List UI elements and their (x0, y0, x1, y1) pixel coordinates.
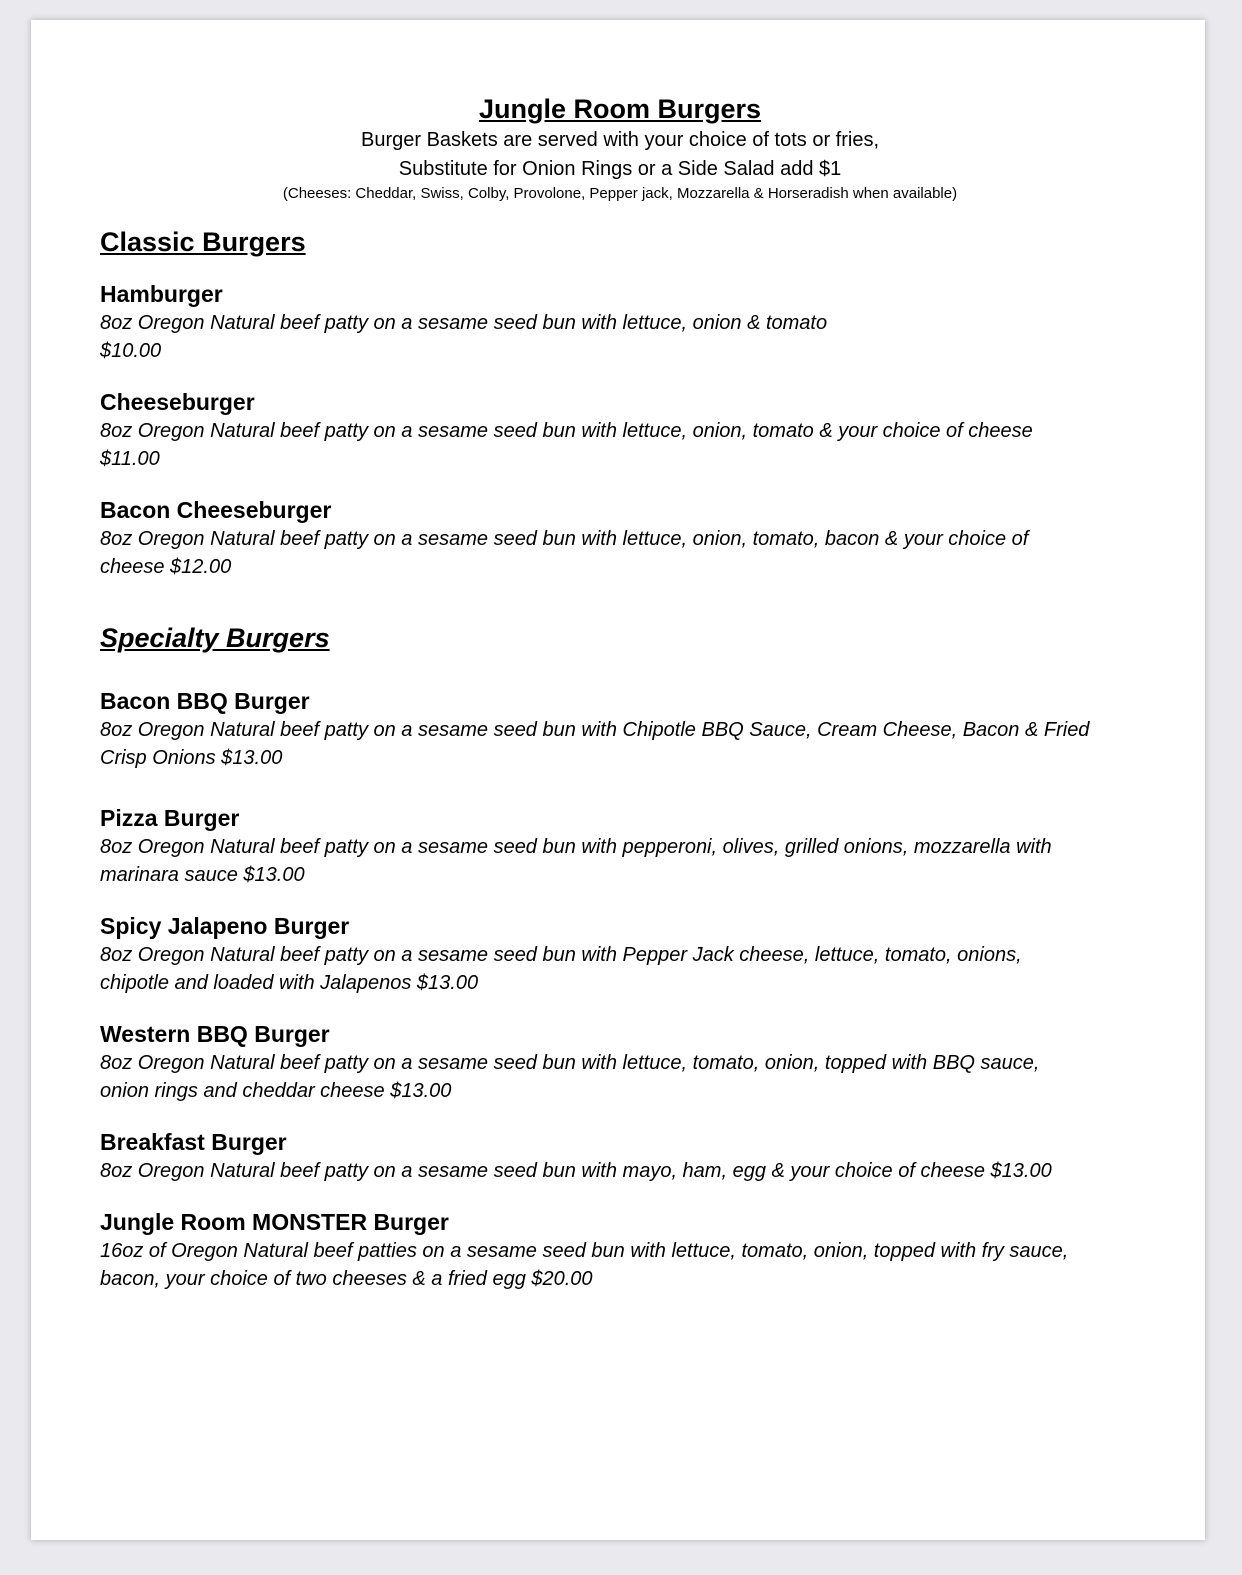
menu-item-pizza-burger (100, 803, 1140, 889)
menu-item-breakfast-burger (100, 1127, 1140, 1185)
item-name: Breakfast Burger (100, 1129, 287, 1155)
item-name: Western BBQ Burger (100, 1021, 330, 1047)
item-description: 8oz Oregon Natural beef patty on a sesame seed bun with Chipotle BBQ Sauce, Cream Cheese, Bacon & Fried (100, 719, 1090, 741)
menu-item-hamburger (100, 279, 1140, 365)
menu-item-cheeseburger (100, 387, 1140, 473)
menu-page (31, 20, 1205, 1540)
item-price: $11.00 (100, 448, 160, 470)
menu-item-jungle-room-monster-burger (100, 1207, 1140, 1293)
cheeses-note: (Cheeses: Cheddar, Swiss, Colby, Provolone, Pepper jack, Mozzarella & Horseradish when available) (282, 185, 958, 202)
item-name: Hamburger (100, 281, 223, 307)
item-name: Spicy Jalapeno Burger (100, 913, 350, 939)
item-description: 8oz Oregon Natural beef patty on a sesame seed bun with mayo, ham, egg & your choice of cheese $13.00 (100, 1160, 1052, 1182)
section-classic-burgers (100, 225, 1140, 581)
item-name: Cheeseburger (100, 389, 255, 415)
item-description-cont: onion rings and cheddar cheese $13.00 (100, 1080, 452, 1102)
item-description: 8oz Oregon Natural beef patty on a sesame seed bun with pepperoni, olives, grilled onions, mozzarella with (100, 836, 1052, 858)
item-description-cont: chipotle and loaded with Jalapenos $13.00 (100, 972, 479, 994)
menu-content (100, 92, 1140, 1293)
basket-note-line2: Substitute for Onion Rings or a Side Salad add $1 (398, 158, 842, 180)
item-description-cont: marinara sauce $13.00 (100, 864, 305, 886)
section-title: Classic Burgers (100, 227, 306, 257)
menu-title: Jungle Room Burgers (478, 94, 762, 124)
item-description-cont: bacon, your choice of two cheeses & a fried egg $20.00 (100, 1268, 593, 1290)
item-name: Jungle Room MONSTER Burger (100, 1209, 449, 1235)
section-specialty-burgers (100, 621, 1140, 1293)
item-description-cont: Crisp Onions $13.00 (100, 747, 283, 769)
item-description-cont: cheese $12.00 (100, 556, 232, 578)
item-name: Pizza Burger (100, 805, 240, 831)
item-description: 8oz Oregon Natural beef patty on a sesame seed bun with lettuce, onion, tomato, bacon & your choice of (100, 528, 1029, 550)
menu-item-bacon-cheeseburger (100, 495, 1140, 581)
item-description: 16oz of Oregon Natural beef patties on a sesame seed bun with lettuce, tomato, onion, topped with fry sauce, (100, 1240, 1069, 1262)
menu-header (100, 92, 1140, 203)
item-description: 8oz Oregon Natural beef patty on a sesame seed bun with lettuce, onion & tomato (100, 312, 828, 334)
menu-item-bacon-bbq-burger (100, 686, 1140, 772)
section-title: Specialty Burgers (100, 623, 330, 653)
item-name: Bacon Cheeseburger (100, 497, 332, 523)
item-description: 8oz Oregon Natural beef patty on a sesame seed bun with lettuce, onion, tomato & your choice of cheese (100, 420, 1033, 442)
item-description: 8oz Oregon Natural beef patty on a sesame seed bun with Pepper Jack cheese, lettuce, tomato, onions, (100, 944, 1022, 966)
basket-note-line1: Burger Baskets are served with your choice of tots or fries, (361, 129, 879, 151)
item-price: $10.00 (100, 340, 162, 362)
menu-item-western-bbq-burger (100, 1019, 1140, 1105)
item-name: Bacon BBQ Burger (100, 688, 310, 714)
item-description: 8oz Oregon Natural beef patty on a sesame seed bun with lettuce, tomato, onion, topped with BBQ sauce, (100, 1052, 1040, 1074)
menu-item-spicy-jalapeno-burger (100, 911, 1140, 997)
